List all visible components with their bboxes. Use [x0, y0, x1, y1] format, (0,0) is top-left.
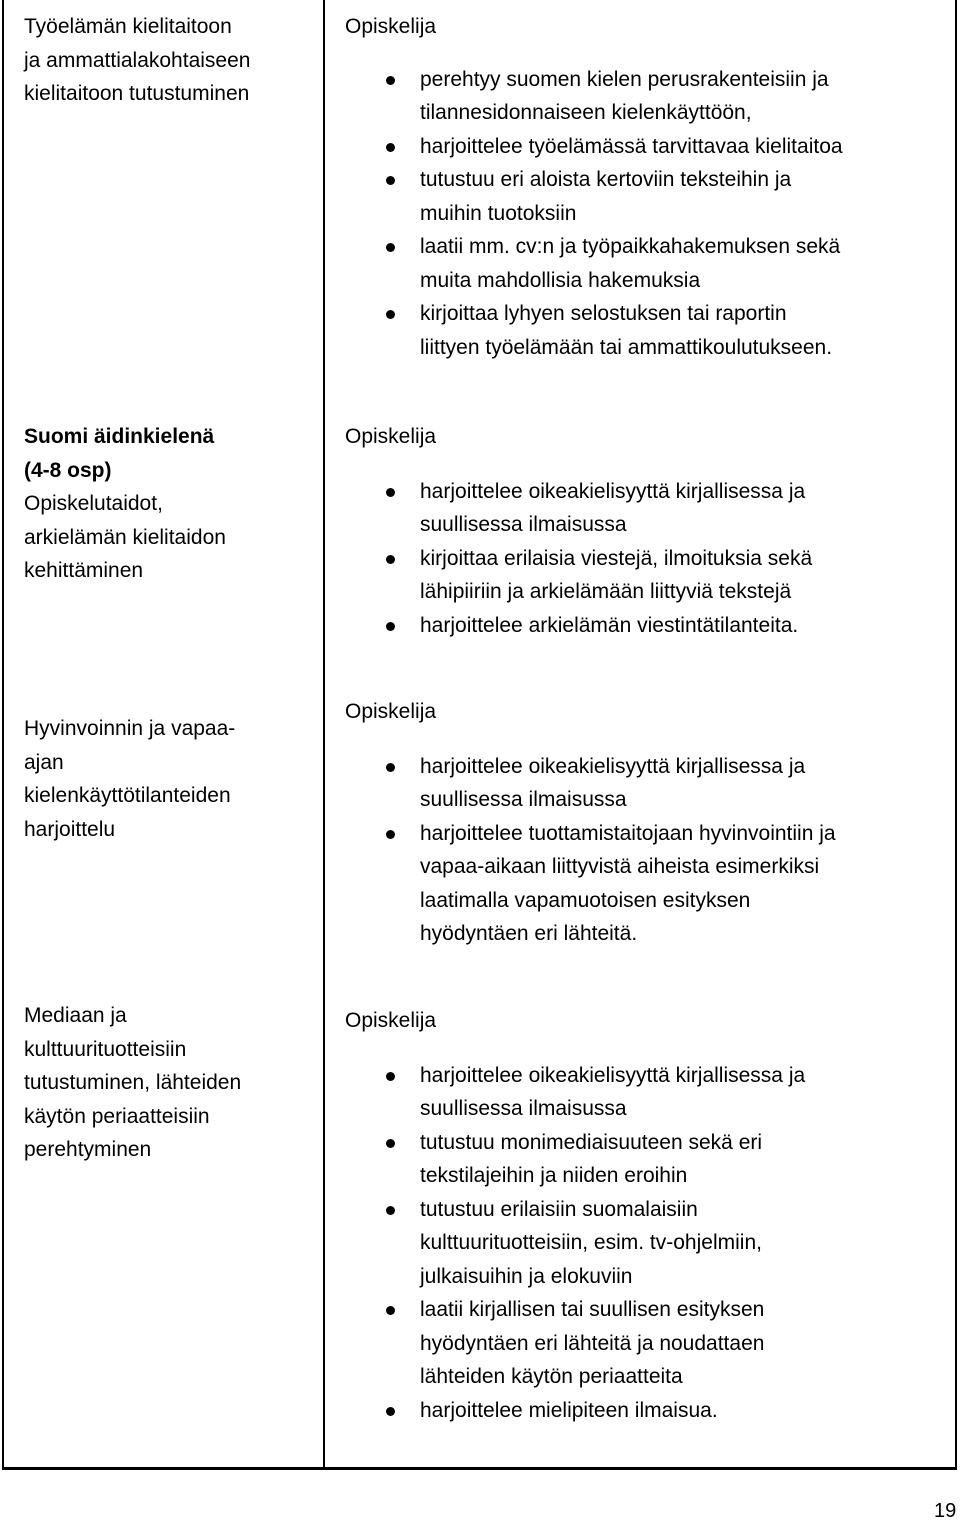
list-item — [345, 750, 945, 817]
list-item — [345, 63, 945, 130]
item-line: tutustuu monimediaisuuteen sekä eri — [420, 1130, 763, 1154]
objective-list — [345, 475, 945, 643]
item-line: lähipiiriin ja arkielämään liittyviä tekstejä — [420, 580, 792, 603]
topic-line: kielenkäyttötilanteiden — [24, 784, 231, 807]
list-item — [345, 542, 945, 609]
row-2-objectives — [345, 420, 945, 642]
topic-line: käytön periaatteisiin — [24, 1104, 210, 1128]
row-4-objectives — [345, 1004, 945, 1427]
list-item — [345, 609, 945, 643]
topic-line: ja ammattialakohtaiseen — [24, 48, 251, 72]
student-heading: Opiskelija — [345, 1009, 437, 1032]
topic-line: tutustuminen, lähteiden — [24, 1071, 242, 1094]
item-line: kirjoittaa lyhyen selostuksen tai raportin — [420, 302, 787, 325]
item-line: laatii mm. cv:n ja työpaikkahakemuksen sekä — [420, 235, 841, 258]
objective-list — [345, 63, 945, 365]
item-line: tutustuu eri aloista kertoviin teksteihin ja — [420, 168, 792, 191]
item-line: harjoittelee arkielämän viestintätilanteita. — [420, 613, 799, 637]
item-line: suullisessa ilmaisussa — [420, 788, 627, 811]
list-item — [345, 163, 945, 230]
topic-line: kehittäminen — [24, 559, 144, 582]
item-line: tilannesidonnaiseen kielenkäyttöön, — [420, 101, 752, 124]
item-line: tekstilajeihin ja niiden eroihin — [420, 1164, 688, 1187]
topic-line: arkielämän kielitaidon — [24, 525, 226, 549]
topic-line: perehtyminen — [24, 1138, 152, 1161]
item-line: liittyen työelämään tai ammattikoulutukseen. — [420, 335, 833, 359]
list-item — [345, 1059, 945, 1126]
row-4-topic — [24, 999, 314, 1167]
student-heading: Opiskelija — [345, 425, 437, 448]
item-line: kirjoittaa erilaisia viestejä, ilmoituksia sekä — [420, 546, 813, 570]
list-item — [345, 1394, 945, 1428]
item-line: kulttuurituotteisiin, esim. tv-ohjelmiin, — [420, 1231, 762, 1254]
course-title: Suomi äidinkielenä — [24, 425, 215, 448]
item-line: suullisessa ilmaisussa — [420, 513, 627, 536]
item-line: muihin tuotoksiin — [420, 201, 577, 225]
item-line: suullisessa ilmaisussa — [420, 1097, 627, 1120]
list-item — [345, 230, 945, 297]
topic-line: Hyvinvoinnin ja vapaa- — [24, 717, 236, 740]
item-line: muita mahdollisia hakemuksia — [420, 268, 701, 292]
item-line: julkaisuihin ja elokuviin — [420, 1264, 633, 1288]
topic-line: kielitaitoon tutustuminen — [24, 82, 250, 105]
item-line: perehtyy suomen kielen perusrakenteisiin ja — [420, 67, 829, 91]
item-line: hyödyntäen eri lähteitä ja noudattaen — [420, 1331, 765, 1355]
objective-list — [345, 1059, 945, 1428]
row-1-objectives — [345, 10, 945, 364]
item-line: laatimalla vapamuotoisen esityksen — [420, 888, 751, 912]
objective-list — [345, 750, 945, 951]
row-3-objectives — [345, 695, 945, 951]
topic-line: harjoittelu — [24, 817, 116, 841]
list-item — [345, 130, 945, 164]
course-credits: (4-8 osp) — [24, 458, 112, 482]
item-line: tutustuu erilaisiin suomalaisiin — [420, 1197, 698, 1221]
list-item — [345, 1293, 945, 1394]
list-item — [345, 297, 945, 364]
item-line: harjoittelee tuottamistaitojaan hyvinvointiin ja — [420, 821, 836, 845]
row-3-topic — [24, 712, 314, 846]
item-line: harjoittelee mielipiteen ilmaisua. — [420, 1398, 718, 1422]
item-line: harjoittelee oikeakielisyyttä kirjallisessa ja — [420, 479, 806, 503]
item-line: harjoittelee oikeakielisyyttä kirjallisessa ja — [420, 1063, 806, 1087]
list-item — [345, 1126, 945, 1193]
item-line: laatii kirjallisen tai suullisen esityksen — [420, 1298, 765, 1321]
item-line: lähteiden käytön periaatteita — [420, 1365, 683, 1388]
student-heading: Opiskelija — [345, 15, 437, 38]
topic-line: Opiskelutaidot, — [24, 492, 163, 515]
column-divider — [323, 0, 325, 1470]
topic-line: kulttuurituotteisiin — [24, 1037, 187, 1061]
list-item — [345, 475, 945, 542]
student-heading: Opiskelija — [345, 700, 437, 723]
list-item — [345, 1193, 945, 1294]
item-line: vapaa-aikaan liittyvistä aiheista esimerkiksi — [420, 855, 820, 878]
topic-line: ajan — [24, 750, 64, 774]
row-2-topic — [24, 420, 314, 588]
item-line: harjoittelee oikeakielisyyttä kirjallisessa ja — [420, 754, 806, 778]
list-item — [345, 817, 945, 951]
topic-line: Mediaan ja — [24, 1004, 127, 1027]
item-line: hyödyntäen eri lähteitä. — [420, 922, 638, 945]
topic-line: Työelämän kielitaitoon — [24, 15, 232, 38]
page-number: 19 — [934, 1500, 957, 1522]
row-1-topic — [24, 10, 314, 111]
item-line: harjoittelee työelämässä tarvittavaa kielitaitoa — [420, 134, 843, 158]
